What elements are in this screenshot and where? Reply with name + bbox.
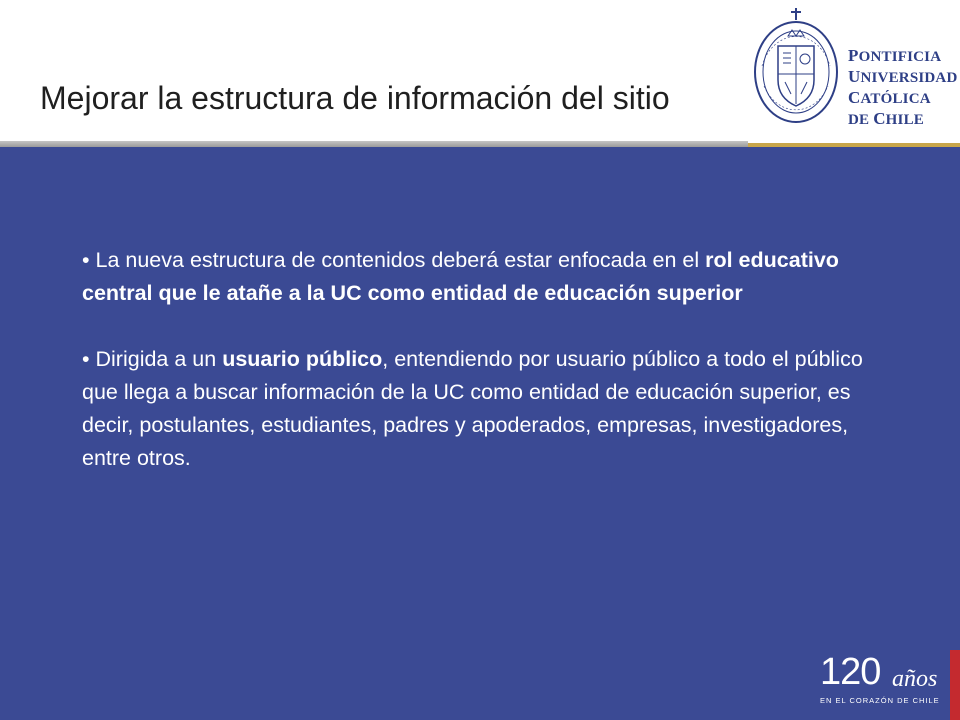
bullet-item: • La nueva estructura de contenidos deberá estar enfocada en el rol educativo central que le atañe a la UC como entidad de educación superior [82,248,839,305]
bullet-marker: • [82,248,90,272]
logo-line-catolica: CATÓLICA [848,88,931,107]
logo-line-de-chile: DE CHILE [848,109,924,128]
university-seal-icon [752,6,840,126]
bullet-item: • Dirigida a un usuario público, entendiendo por usuario público a todo el público que llega a buscar información de la UC como entidad de educación superior, es decir, postulantes, estudiantes, padres y apoderados, empresas, investigadores, entre otros. [82,347,863,470]
anniversary-tagline: EN EL CORAZÓN DE CHILE [820,696,940,705]
anniversary-number: 120 [820,651,881,693]
bullet-marker: • [82,347,90,371]
slide-title: Mejorar la estructura de información del sitio [40,80,670,116]
bullet-emphasis: usuario público [222,347,383,371]
anniversary-word: años [892,666,938,692]
red-accent-bar [950,650,960,720]
university-logo [752,6,957,126]
anniversary-mark [820,652,938,712]
logo-line-universidad: UNIVERSIDAD [848,67,958,86]
logo-line-pontificia: PONTIFICIA [848,46,942,65]
bullet-emphasis: rol educativo central que le atañe a la UC como entidad de educación superior [82,248,839,305]
university-name [848,46,958,130]
bullet-list [82,244,872,475]
